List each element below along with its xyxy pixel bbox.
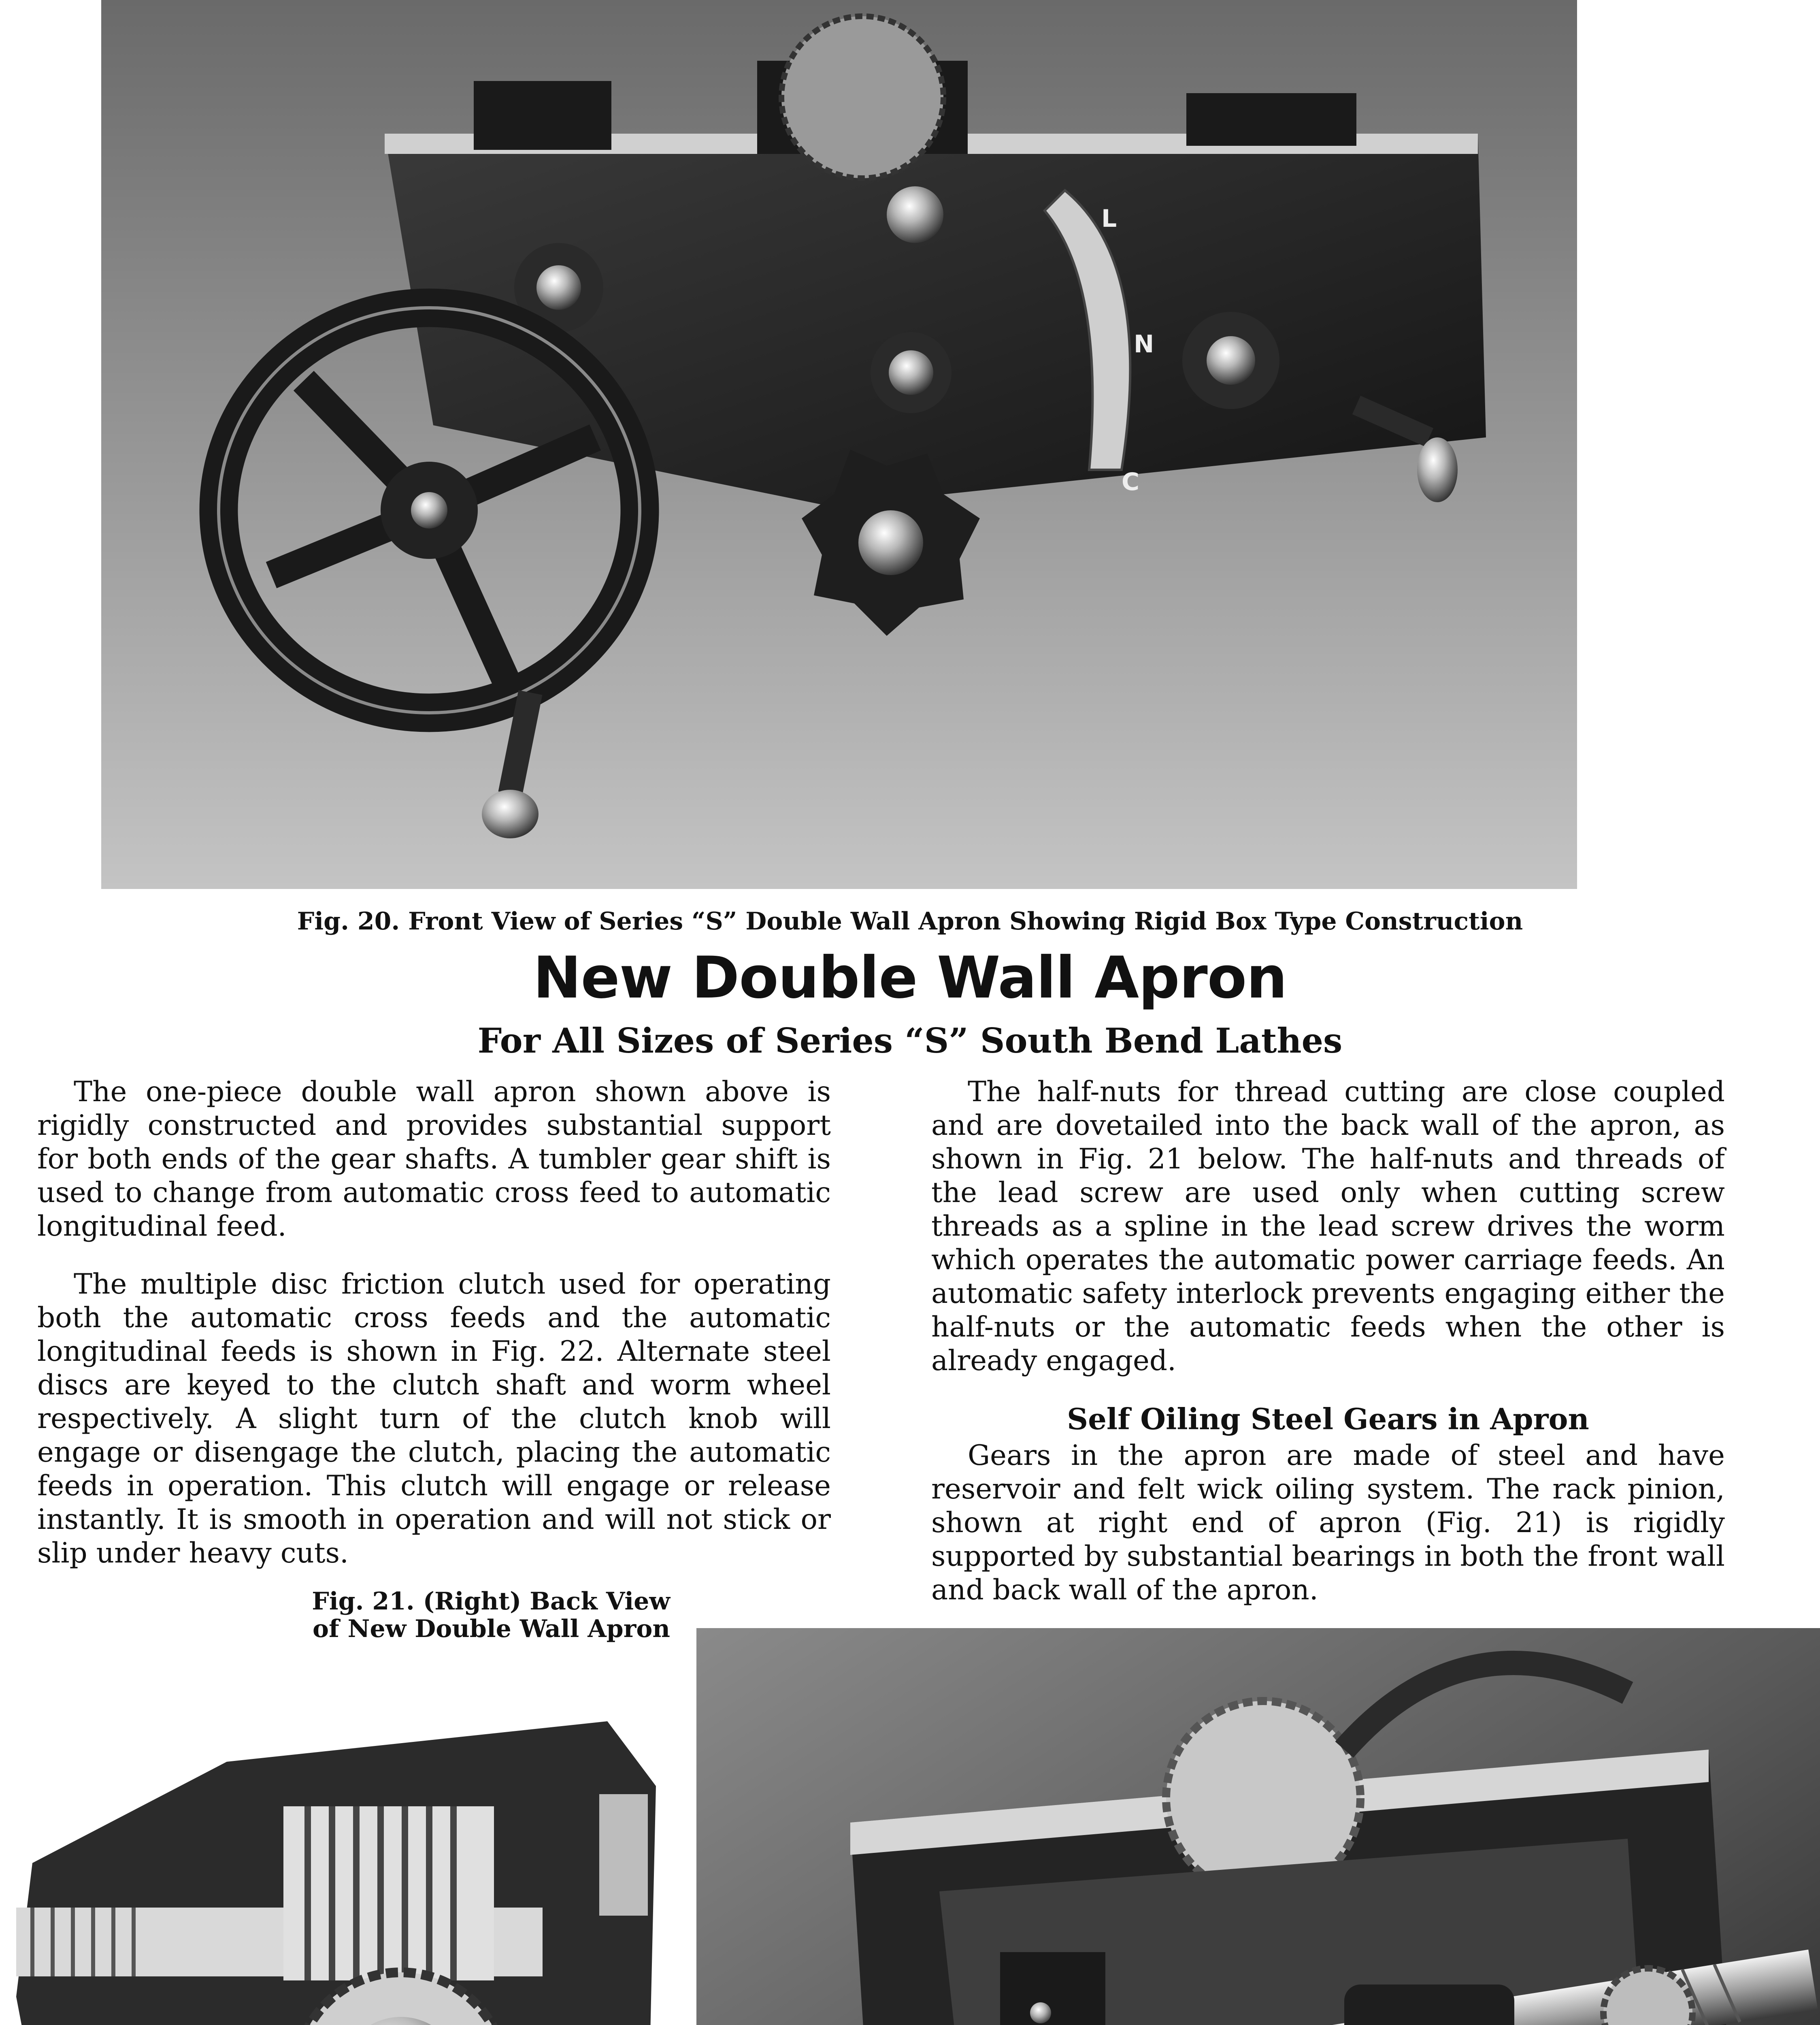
page-title: New Double Wall Apron <box>533 944 1287 1011</box>
fig21-photo <box>696 1628 1820 2025</box>
fig20-label-c: C <box>1122 468 1140 496</box>
left-paragraph-1: The one-piece double wall apron shown above is rigidly constructed and provides substantial support for both ends of the gear shafts. A tumbler gear shift is used to change from automatic cross feed to automatic longitudinal feed. <box>37 1076 831 1243</box>
right-paragraph-1: The half-nuts for thread cutting are close coupled and are dovetailed into the back wall of the apron, as shown in Fig. 21 below. The half-nuts and threads of the lead screw are used only when cutting screw threads as a spline in the lead screw drives the worm which operates the automatic power carriage feeds. An automatic safety interlock prevents engaging either the half-nuts or the automatic feeds when the other is already engaged. <box>931 1076 1725 1377</box>
fig22-photo <box>0 1713 664 2025</box>
fig20-label-n: N <box>1134 330 1154 358</box>
right-paragraph-2: Gears in the apron are made of steel and have reservoir and felt wick oiling system. The rack pinion, shown at right end of apron (Fig. 21) is rigidly supported by substantial bearings in both the front wall and back wall of the apron. <box>931 1439 1725 1606</box>
fig20-caption: Fig. 20. Front View of Series “S” Double Wall Apron Showing Rigid Box Type Construction <box>297 907 1523 936</box>
left-paragraph-2: The multiple disc friction clutch used for operating both the automatic cross feeds and the automatic longitudinal feeds is shown in Fig. 22. Alternate steel discs are keyed to the clutch shaft and worm wheel respectively. A slight turn of the clutch knob will engage or disengage the clutch, placing the automatic feeds in operation. This clutch will engage or release instantly. It is smooth in operation and will not stick or slip under heavy cuts. <box>37 1268 831 1569</box>
page-subtitle: For All Sizes of Series “S” South Bend Lathes <box>477 1021 1343 1061</box>
fig20-label-l: L <box>1101 205 1117 233</box>
left-column <box>37 1075 831 1594</box>
fig20-photo <box>101 0 1577 889</box>
right-column <box>931 1075 1725 1631</box>
section-heading: Self Oiling Steel Gears in Apron <box>1067 1402 1589 1436</box>
fig21-caption: Fig. 21. (Right) Back View of New Double Wall Apron <box>312 1587 670 1643</box>
